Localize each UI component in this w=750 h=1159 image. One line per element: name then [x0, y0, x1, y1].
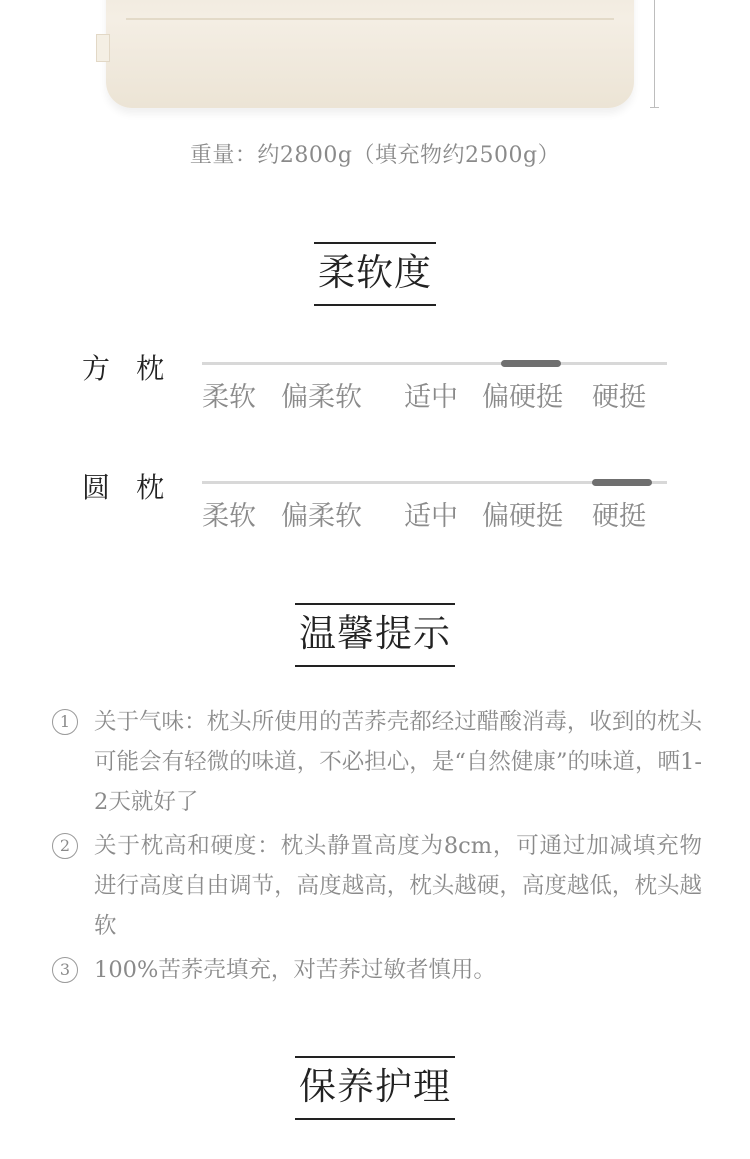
scale-label-semi-firm: 偏硬挺: [482, 382, 563, 413]
weight-caption: 重量：约2800g（填充物约2500g）: [189, 143, 561, 168]
tips-list: [52, 702, 702, 994]
tips-heading: [0, 603, 750, 667]
firmness-marker: [592, 479, 652, 486]
tip-text: 100%苦荞壳填充，对苦荞过敏者慎用。: [94, 957, 496, 983]
height-ruler-tick: [650, 107, 659, 108]
pillow-seam: [126, 18, 614, 20]
firmness-title: 柔软度: [314, 242, 436, 306]
tip-text: 关于气味：枕头所使用的苦荞壳都经过醋酸消毒，收到的枕头可能会有轻微的味道，不必担心，是“自然健康”的味道，晒1-2天就好了: [94, 709, 702, 815]
scale-label-semi-firm: 偏硬挺: [482, 501, 563, 532]
firmness-row-round: [0, 466, 750, 546]
scale-label-medium: 适中: [404, 501, 458, 532]
firmness-heading: [0, 242, 750, 306]
scale-label-firm: 硬挺: [592, 501, 646, 532]
row-label: 圆枕: [82, 471, 191, 504]
scale-label-semi-soft: 偏柔软: [281, 382, 362, 413]
firmness-track: [202, 362, 667, 365]
tip-number: 3: [52, 957, 78, 983]
pillow-tag: [96, 34, 110, 62]
pillow-body: [106, 0, 634, 108]
scale-label-soft: 柔软: [202, 501, 256, 532]
tip-number: 2: [52, 833, 78, 859]
firmness-marker: [501, 360, 561, 367]
care-heading: [0, 1056, 750, 1120]
scale-label-semi-soft: 偏柔软: [281, 501, 362, 532]
scale-label-soft: 柔软: [202, 382, 256, 413]
tip-text: 关于枕高和硬度：枕头静置高度为8cm，可通过加减填充物进行高度自由调节，高度越高，枕头越硬，高度越低，枕头越软: [94, 833, 702, 939]
scale-label-firm: 硬挺: [592, 382, 646, 413]
tip-item: [52, 826, 702, 946]
tip-item: [52, 702, 702, 822]
row-label: 方枕: [82, 352, 191, 385]
tips-title: 温馨提示: [295, 603, 455, 667]
height-ruler: [654, 0, 655, 108]
tip-item: [52, 950, 702, 990]
care-title: 保养护理: [295, 1056, 455, 1120]
scale-label-medium: 适中: [404, 382, 458, 413]
firmness-row-square: [0, 347, 750, 427]
pillow-image: [90, 0, 650, 110]
tip-number: 1: [52, 709, 78, 735]
